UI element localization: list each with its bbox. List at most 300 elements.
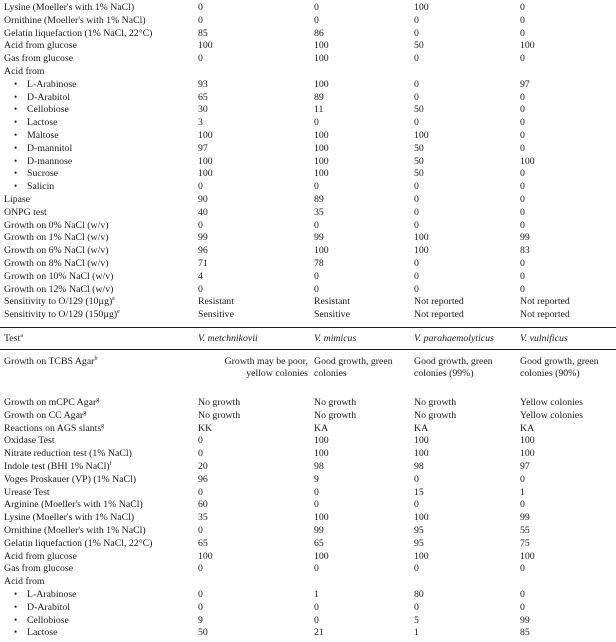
- test-name: Cellobiose: [27, 614, 69, 626]
- test-name: Gas from glucose: [4, 563, 74, 575]
- test-name-cell: [14, 105, 69, 115]
- value-cell-species-2: 21: [314, 627, 324, 639]
- value-cell-species-3: KA: [414, 422, 429, 434]
- test-name-cell: [14, 182, 54, 192]
- table-row: [0, 297, 616, 309]
- value-cell-species-4: 0: [520, 27, 525, 39]
- table-row: [0, 93, 616, 105]
- value-cell-species-1: Sensitive: [198, 309, 234, 321]
- table-row: [0, 221, 616, 233]
- value-cell-species-2: 100: [314, 245, 329, 257]
- value-cell-species-4: 85: [520, 627, 530, 639]
- value-cell-species-2: 1: [314, 589, 319, 600]
- value-cell-species-3: 100: [414, 245, 429, 257]
- tcbs-value-4: Good growth, green colonies (90%): [520, 356, 599, 379]
- value-cell-species-1: 93: [198, 78, 208, 90]
- value-cell-species-2: 11: [314, 104, 324, 116]
- test-name: Sensitivity to O/129 (10µg): [4, 296, 113, 308]
- test-name: L-Arabinose: [27, 589, 77, 600]
- value-cell-species-2: 98: [314, 461, 324, 472]
- test-name-cell: [4, 221, 108, 231]
- value-cell-species-3: 95: [414, 537, 424, 549]
- value-cell-species-1: 0: [198, 601, 203, 613]
- value-cell-species-1: 50: [198, 627, 208, 639]
- value-cell-species-2: 100: [314, 155, 329, 167]
- table-row: [0, 424, 616, 436]
- test-name-cell: [14, 628, 57, 638]
- table-row: [0, 259, 616, 271]
- value-cell-species-1: 9: [198, 614, 203, 626]
- value-cell-species-3: 0: [414, 206, 419, 218]
- value-cell-species-2: 0: [314, 283, 319, 295]
- value-cell-species-3: 5: [414, 614, 419, 626]
- value-cell-species-3: 0: [414, 27, 419, 39]
- test-name: Acid from glucose: [4, 40, 77, 52]
- table-row: [0, 603, 616, 615]
- value-cell-species-4: 0: [520, 104, 525, 116]
- value-cell-species-4: 0: [520, 53, 525, 65]
- test-name-cell: [4, 208, 47, 218]
- value-cell-species-3: 0: [414, 219, 419, 231]
- value-cell-species-2: 0: [314, 181, 319, 193]
- table-row: [0, 398, 616, 410]
- value-cell-species-1: 0: [198, 563, 203, 575]
- value-cell-species-3: 50: [414, 155, 424, 167]
- value-cell-species-4: 0: [520, 168, 525, 180]
- value-cell-species-1: No growth: [198, 397, 241, 408]
- test-name-cell: [4, 3, 134, 13]
- value-cell-species-3: 80: [414, 589, 424, 600]
- test-name: L-Arabinose: [27, 78, 77, 90]
- test-name-cell: [4, 424, 104, 434]
- test-name: Maltose: [27, 130, 59, 141]
- test-name: Growth on 1% NaCl (w/v): [4, 232, 109, 244]
- value-cell-species-2: 100: [314, 53, 329, 65]
- test-name-cell: [4, 16, 146, 26]
- test-name: Sucrose: [27, 168, 59, 180]
- value-cell-species-3: 0: [414, 181, 419, 193]
- table-row: [0, 449, 616, 461]
- value-cell-species-3: 100: [414, 550, 429, 562]
- value-cell-species-3: 50: [414, 40, 424, 52]
- value-cell-species-3: 0: [414, 194, 419, 205]
- test-name-cell: [4, 297, 115, 307]
- test-name: Reactions on AGS slants: [4, 422, 102, 434]
- test-name-cell: [4, 564, 73, 574]
- table-row: [0, 144, 616, 156]
- value-cell-species-1: 65: [198, 91, 208, 103]
- table-row: [0, 564, 616, 576]
- value-cell-species-2: 100: [314, 448, 329, 460]
- test-name: Acid from: [4, 576, 45, 588]
- test-name: Lipase: [4, 194, 31, 205]
- test-name-cell: [4, 67, 45, 77]
- test-name-cell: [4, 577, 45, 587]
- value-cell-species-4: 97: [520, 78, 530, 90]
- table-row: [0, 500, 616, 512]
- value-cell-species-1: 100: [198, 168, 213, 180]
- test-name: Growth on 6% NaCl (w/v): [4, 245, 109, 257]
- value-cell-species-4: 100: [520, 448, 535, 460]
- footnote-marker: e: [112, 296, 115, 303]
- value-cell-species-3: 0: [414, 78, 419, 90]
- table-rule-top: [0, 327, 616, 328]
- test-name-cell: [4, 449, 132, 459]
- test-name: ONPG test: [4, 206, 47, 218]
- value-cell-species-4: 0: [520, 283, 525, 295]
- value-cell-species-2: 100: [314, 40, 329, 52]
- value-cell-species-2: No growth: [314, 409, 357, 421]
- table-row: [0, 105, 616, 117]
- test-name-cell: [4, 233, 108, 243]
- test-name-cell: [4, 539, 152, 549]
- value-cell-species-2: 89: [314, 91, 324, 103]
- value-cell-species-2: 9: [314, 473, 319, 485]
- table-row: [0, 157, 616, 169]
- table-row: [0, 208, 616, 220]
- test-name-cell: [4, 195, 30, 205]
- table-row: [0, 272, 616, 284]
- value-cell-species-1: 71: [198, 258, 208, 269]
- value-cell-species-2: 78: [314, 258, 324, 269]
- test-name: Oxidase Test: [4, 435, 55, 447]
- value-cell-species-3: 100: [414, 232, 429, 244]
- test-name: Growth on 8% NaCl (w/v): [4, 258, 109, 269]
- table-row: [0, 628, 616, 640]
- value-cell-species-3: 0: [414, 601, 419, 613]
- value-cell-species-4: 0: [520, 181, 525, 193]
- test-name-cell: [14, 80, 77, 90]
- value-cell-species-4: 0: [520, 14, 525, 26]
- header-species-4: V. vulnificus: [520, 333, 568, 344]
- header-species-2: V. mimicus: [314, 333, 357, 344]
- value-cell-species-3: 0: [414, 563, 419, 575]
- value-cell-species-1: 0: [198, 486, 203, 498]
- value-cell-species-4: 0: [520, 589, 525, 600]
- value-cell-species-4: 99: [520, 512, 530, 524]
- value-cell-species-1: 96: [198, 473, 208, 485]
- value-cell-species-2: 65: [314, 537, 324, 549]
- value-cell-species-1: Resistant: [198, 296, 234, 308]
- value-cell-species-2: 100: [314, 550, 329, 562]
- value-cell-species-1: 96: [198, 245, 208, 257]
- table-row: [0, 3, 616, 15]
- test-name-cell: [4, 54, 73, 64]
- value-cell-species-3: 1: [414, 627, 419, 639]
- test-name: Indole test (BHI 1% NaCl): [4, 461, 110, 472]
- value-cell-species-2: 0: [314, 499, 319, 511]
- table-row: [0, 80, 616, 92]
- table-row: [0, 285, 616, 297]
- test-name-cell: [4, 552, 77, 562]
- value-cell-species-4: 0: [520, 473, 525, 485]
- table-row: [0, 131, 616, 143]
- test-name-cell: [4, 436, 55, 446]
- test-name-cell: [14, 144, 72, 154]
- value-cell-species-4: 0: [520, 601, 525, 613]
- table-row: [0, 195, 616, 207]
- value-cell-species-2: 0: [314, 563, 319, 575]
- value-cell-species-2: KA: [314, 422, 329, 434]
- value-cell-species-3: 0: [414, 53, 419, 65]
- value-cell-species-4: Yellow colonies: [520, 409, 583, 421]
- value-cell-species-3: 0: [414, 14, 419, 26]
- value-cell-species-1: 20: [198, 461, 208, 472]
- table-row: [0, 539, 616, 551]
- test-name: Acid from glucose: [4, 550, 77, 562]
- test-name-cell: [4, 285, 113, 295]
- value-cell-species-1: 0: [198, 53, 203, 65]
- footnote-marker: g: [96, 397, 100, 403]
- footnote-marker: f: [109, 461, 112, 467]
- table-row: [0, 513, 616, 525]
- table-row: [0, 169, 616, 181]
- tcbs-test-cell: Growth on TCBS Agar$^b$: [4, 356, 98, 367]
- test-name-cell: [14, 118, 57, 128]
- test-name: Lactose: [27, 627, 58, 639]
- value-cell-species-3: 100: [414, 130, 429, 141]
- value-cell-species-3: 100: [414, 2, 429, 13]
- table-row: [0, 54, 616, 66]
- test-name: Voges Proskauer (VP) (1% NaCl): [4, 473, 137, 485]
- test-name: Lactose: [27, 117, 58, 129]
- test-name-cell: [4, 272, 113, 282]
- value-cell-species-3: 50: [414, 104, 424, 116]
- value-cell-species-3: 100: [414, 448, 429, 460]
- value-cell-species-1: 65: [198, 537, 208, 549]
- table-header-row: [0, 334, 616, 346]
- footnote-marker: g: [101, 422, 105, 429]
- test-name-cell: [4, 246, 108, 256]
- table-row-tcbs: [0, 356, 616, 396]
- test-name-cell: [4, 41, 77, 51]
- header-test-cell: Test$^a$: [4, 333, 23, 344]
- value-cell-species-1: No growth: [198, 409, 241, 421]
- table-row: [0, 233, 616, 245]
- value-cell-species-1: 0: [198, 589, 203, 600]
- test-name-cell: [4, 462, 112, 472]
- value-cell-species-2: 100: [314, 512, 329, 524]
- table-row: [0, 67, 616, 79]
- table-row: [0, 462, 616, 474]
- test-name: Gelatin liquefaction (1% NaCl, 22°C): [4, 537, 153, 549]
- test-name: Cellobiose: [27, 104, 69, 116]
- value-cell-species-4: Yellow colonies: [520, 397, 583, 408]
- value-cell-species-4: 0: [520, 270, 525, 282]
- value-cell-species-1: 0: [198, 435, 203, 447]
- value-cell-species-2: 0: [314, 270, 319, 282]
- table-row: [0, 41, 616, 53]
- test-name: Gas from glucose: [4, 53, 74, 65]
- value-cell-species-1: 100: [198, 550, 213, 562]
- tcbs-value-1: Growth may be poor, yellow colonies: [224, 356, 308, 379]
- value-cell-species-3: 50: [414, 142, 424, 154]
- value-cell-species-1: 0: [198, 181, 203, 193]
- value-cell-species-1: 99: [198, 232, 208, 244]
- value-cell-species-3: 50: [414, 168, 424, 180]
- value-cell-species-1: 40: [198, 206, 208, 218]
- value-cell-species-1: 0: [198, 2, 203, 13]
- test-name-cell: [4, 526, 146, 536]
- table-rule-header: [0, 349, 616, 350]
- test-name-cell: [14, 590, 77, 600]
- test-name: D-Arabitol: [27, 601, 70, 613]
- test-name: Ornithine (Moeller's with 1% NaCl): [4, 525, 146, 536]
- table-row: [0, 488, 616, 500]
- table-row: [0, 552, 616, 564]
- value-cell-species-4: 55: [520, 525, 530, 536]
- value-cell-species-2: 100: [314, 168, 329, 180]
- test-name: Nitrate reduction test (1% NaCl): [4, 448, 132, 460]
- value-cell-species-1: 100: [198, 155, 213, 167]
- value-cell-species-3: 95: [414, 525, 424, 536]
- value-cell-species-2: 0: [314, 486, 319, 498]
- table-row: [0, 590, 616, 602]
- test-name-cell: [4, 475, 136, 485]
- value-cell-species-2: 100: [314, 130, 329, 141]
- test-name: Growth on mCPC Agar: [4, 397, 97, 408]
- tcbs-value-2: Good growth, green colonies: [314, 356, 393, 379]
- value-cell-species-2: 99: [314, 525, 324, 536]
- value-cell-species-1: KK: [198, 422, 213, 434]
- table-row: [0, 246, 616, 258]
- test-name-cell: [4, 411, 86, 421]
- value-cell-species-2: 100: [314, 78, 329, 90]
- value-cell-species-4: 0: [520, 194, 525, 205]
- value-cell-species-1: 4: [198, 270, 203, 282]
- test-name-cell: [4, 310, 120, 320]
- test-name: Growth on 12% NaCl (w/v): [4, 283, 114, 295]
- table-row: [0, 29, 616, 41]
- test-name: Gelatin liquefaction (1% NaCl, 22°C): [4, 27, 153, 39]
- value-cell-species-2: 0: [314, 14, 319, 26]
- table-row: [0, 310, 616, 322]
- value-cell-species-1: 90: [198, 194, 208, 205]
- value-cell-species-4: 0: [520, 91, 525, 103]
- test-name: D-Arabitol: [27, 91, 70, 103]
- value-cell-species-2: 86: [314, 27, 324, 39]
- value-cell-species-2: 0: [314, 2, 319, 13]
- value-cell-species-1: 0: [198, 219, 203, 231]
- value-cell-species-4: 0: [520, 2, 525, 13]
- value-cell-species-1: 97: [198, 142, 208, 154]
- value-cell-species-2: Resistant: [314, 296, 350, 308]
- value-cell-species-4: 99: [520, 614, 530, 626]
- value-cell-species-3: No growth: [414, 397, 457, 408]
- test-name: Urease Test: [4, 486, 50, 498]
- value-cell-species-4: 100: [520, 155, 535, 167]
- value-cell-species-1: 35: [198, 512, 208, 524]
- value-cell-species-3: 0: [414, 117, 419, 129]
- table-row: [0, 616, 616, 628]
- test-name: D-mannose: [27, 155, 73, 167]
- value-cell-species-1: 85: [198, 27, 208, 39]
- footnote-marker: g: [83, 409, 87, 416]
- test-name: Lysine (Moeller's with 1% NaCl): [4, 2, 135, 13]
- value-cell-species-3: 0: [414, 91, 419, 103]
- value-cell-species-3: 100: [414, 512, 429, 524]
- value-cell-species-2: 0: [314, 117, 319, 129]
- test-name-cell: [4, 29, 152, 39]
- table-row: [0, 436, 616, 448]
- value-cell-species-1: 100: [198, 40, 213, 52]
- value-cell-species-4: 100: [520, 40, 535, 52]
- value-cell-species-2: Sensitive: [314, 309, 350, 321]
- test-name: Growth on 0% NaCl (w/v): [4, 219, 109, 231]
- value-cell-species-4: 0: [520, 142, 525, 154]
- value-cell-species-4: 0: [520, 499, 525, 511]
- test-name-cell: [4, 488, 50, 498]
- test-name-cell: [4, 398, 99, 408]
- test-name-cell: [4, 513, 134, 523]
- value-cell-species-4: Not reported: [520, 309, 570, 321]
- test-name: Growth on CC Agar: [4, 409, 84, 421]
- value-cell-species-4: 0: [520, 258, 525, 269]
- value-cell-species-4: 0: [520, 219, 525, 231]
- value-cell-species-3: 98: [414, 461, 424, 472]
- value-cell-species-3: 0: [414, 473, 419, 485]
- table-row: [0, 475, 616, 487]
- value-cell-species-4: 83: [520, 245, 530, 257]
- value-cell-species-4: 100: [520, 550, 535, 562]
- test-name-cell: [14, 169, 58, 179]
- table-row: [0, 411, 616, 423]
- value-cell-species-3: Not reported: [414, 296, 464, 308]
- value-cell-species-2: 0: [314, 601, 319, 613]
- value-cell-species-4: 1: [520, 486, 525, 498]
- table-row: [0, 577, 616, 589]
- value-cell-species-4: KA: [520, 422, 535, 434]
- value-cell-species-1: 0: [198, 14, 203, 26]
- value-cell-species-1: 0: [198, 448, 203, 460]
- table-row: [0, 16, 616, 28]
- value-cell-species-3: Not reported: [414, 309, 464, 321]
- test-name: Sensitivity to O/129 (150µg): [4, 309, 118, 321]
- value-cell-species-4: 0: [520, 563, 525, 575]
- test-name: Ornithine (Moeller's with 1% NaCl): [4, 14, 146, 26]
- test-name-cell: [14, 157, 72, 167]
- header-species-1: V. metchnikovii: [198, 333, 258, 344]
- test-name-cell: [4, 500, 143, 510]
- value-cell-species-3: 100: [414, 435, 429, 447]
- table-row: [0, 526, 616, 538]
- table-row: [0, 118, 616, 130]
- value-cell-species-3: 15: [414, 486, 424, 498]
- value-cell-species-3: No growth: [414, 409, 457, 421]
- test-name-cell: [14, 603, 70, 613]
- value-cell-species-2: 100: [314, 142, 329, 154]
- test-name-cell: [14, 131, 59, 141]
- value-cell-species-4: 0: [520, 206, 525, 218]
- value-cell-species-1: 0: [198, 525, 203, 536]
- value-cell-species-3: 0: [414, 499, 419, 511]
- value-cell-species-2: No growth: [314, 397, 357, 408]
- test-name: Growth on 10% NaCl (w/v): [4, 270, 114, 282]
- test-name: D-mannitol: [27, 142, 73, 154]
- value-cell-species-1: 0: [198, 283, 203, 295]
- test-name-cell: [4, 259, 108, 269]
- test-name: Salicin: [27, 181, 55, 193]
- value-cell-species-3: 0: [414, 283, 419, 295]
- value-cell-species-2: 89: [314, 194, 324, 205]
- value-cell-species-3: 0: [414, 258, 419, 269]
- value-cell-species-4: 75: [520, 537, 530, 549]
- value-cell-species-4: 0: [520, 117, 525, 129]
- footnote-marker: e: [117, 309, 120, 316]
- value-cell-species-2: 0: [314, 219, 319, 231]
- test-name: Lysine (Moeller's with 1% NaCl): [4, 512, 135, 524]
- value-cell-species-1: 100: [198, 130, 213, 141]
